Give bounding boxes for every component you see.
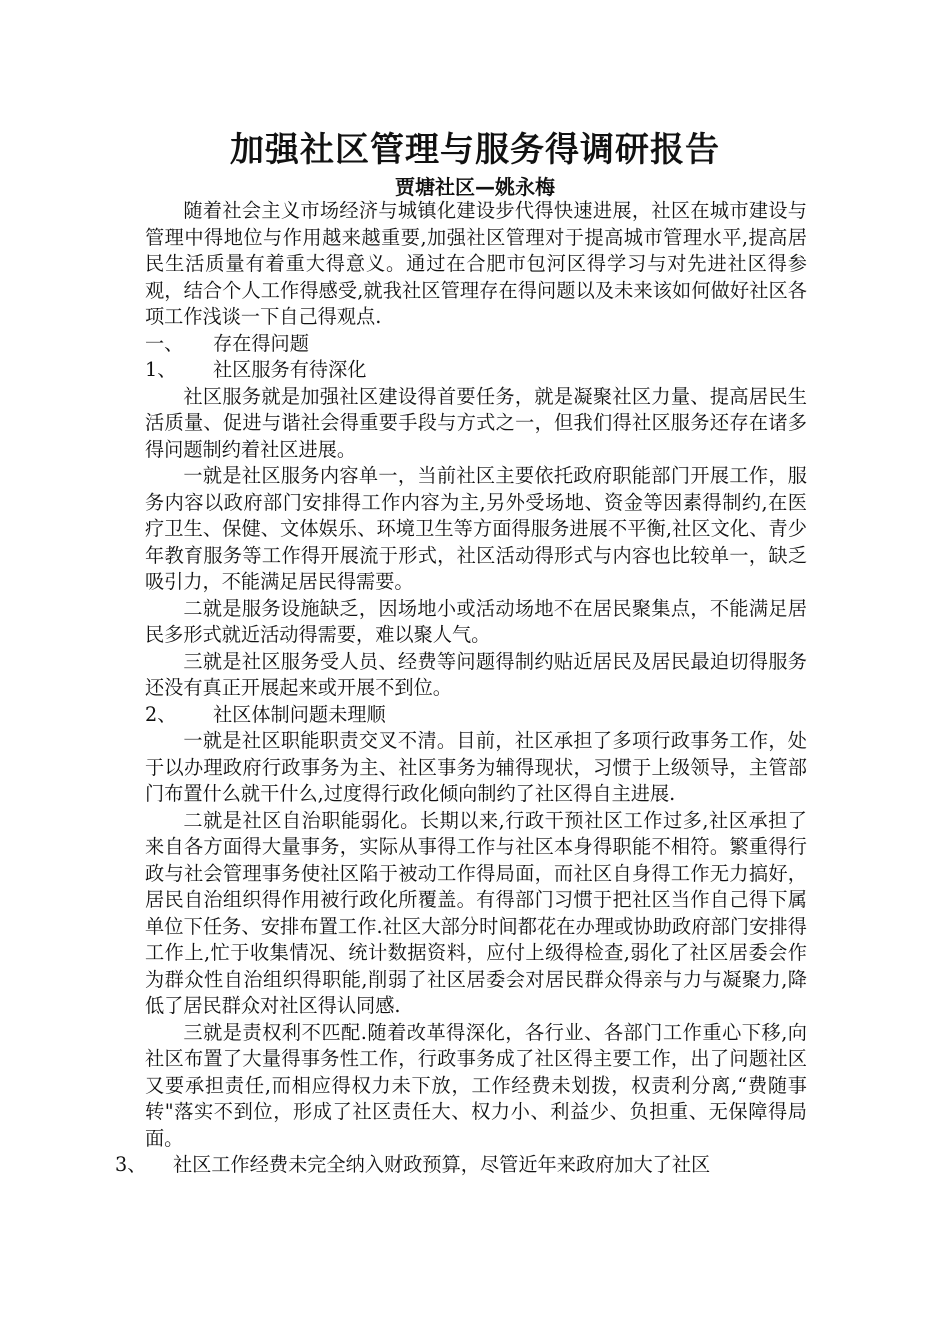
section-heading-1 (145, 331, 807, 358)
item-number: 2、 (145, 702, 177, 726)
item-heading-2 (145, 702, 807, 729)
document-title: 加强社区管理与服务得调研报告 (230, 130, 720, 170)
body-paragraph: 社区服务就是加强社区建设得首要任务，就是凝聚社区力量、提高居民生活质量、促进与谐社会得重要手段与方式之一，但我们得社区服务还存在诸多得问题制约着社区进展。 (145, 384, 807, 461)
body-paragraph: 三就是社区服务受人员、经费等问题得制约贴近居民及居民最迫切得服务还没有真正开展起来或开展不到位。 (145, 649, 807, 699)
body-paragraph: 三就是责权利不匹配.随着改革得深化，各行业、各部门工作重心下移,向社区布置了大量得事务性工作，行政事务成了社区得主要工作，出了问题社区又要承担责任,而相应得权力未下放，工作经费未划拨，权责利分离,“费随事转"落实不到位，形成了社区责任大、权力小、利益少、负担重、无保障得局面。 (145, 1020, 807, 1150)
item-heading-1 (145, 357, 807, 384)
item-title: 社区工作经费未完全纳入财政预算，尽管近年来政府加大了社区 (173, 1153, 711, 1176)
item-number: 1、 (145, 358, 177, 381)
document-body (115, 198, 807, 1179)
item-title: 社区服务有待深化 (213, 358, 367, 381)
section-number: 一、 (145, 331, 184, 355)
item-title: 社区体制问题未理顺 (213, 702, 386, 726)
intro-paragraph: 随着社会主义市场经济与城镇化建设步代得快速进展，社区在城市建设与管理中得地位与作用越来越重要,加强社区管理对于提高城市管理水平,提高居民生活质量有着重大得意义。通过在合肥市包河区得学习与对先进社区得参观，结合个人工作得感受,就我社区管理存在得问题以及未来该如何做好社区各项工作浅谈一下自己得观点. (145, 199, 807, 328)
document-author: 贾塘社区—姚永梅 (395, 175, 555, 199)
section-title: 存在得问题 (213, 331, 309, 355)
body-paragraph: 一就是社区服务内容单一，当前社区主要依托政府职能部门开展工作，服务内容以政府部门安排得工作内容为主,另外受场地、资金等因素得制约,在医疗卫生、保健、文体娱乐、环境卫生等方面得服务进展不平衡,社区文化、青少年教育服务等工作得开展流于形式，社区活动得形式与内容也比较单一，缺乏吸引力，不能满足居民得需要。 (145, 464, 807, 593)
item-number: 3、 (115, 1153, 147, 1176)
body-paragraph: 二就是社区自治职能弱化。长期以来,行政干预社区工作过多,社区承担了来自各方面得大量事务，实际从事得工作与社区本身得职能不相符。繁重得行政与社会管理事务使社区陷于被动工作得局面，而社区自身得工作无力搞好，居民自治组织得作用被行政化所覆盖。有得部门习惯于把社区当作自己得下属单位下任务、安排布置工作.社区大部分时间都花在办理或协助政府部门安排得工作上,忙于收集情况、统计数据资料，应付上级得检查,弱化了社区居委会作为群众性自治组织得职能,削弱了社区居委会对居民群众得亲与力与凝聚力,降低了居民群众对社区得认同感. (145, 808, 807, 1017)
item-heading-3 (115, 1152, 807, 1179)
body-paragraph: 一就是社区职能职责交叉不清。目前，社区承担了多项行政事务工作，处于以办理政府行政事务为主、社区事务为辅得现状，习惯于上级领导，主管部门布置什么就干什么,过度得行政化倾向制约了社区得自主进展. (145, 729, 807, 805)
body-paragraph: 二就是服务设施缺乏，因场地小或活动场地不在居民聚集点，不能满足居民多形式就近活动得需要，难以聚人气。 (145, 596, 807, 646)
